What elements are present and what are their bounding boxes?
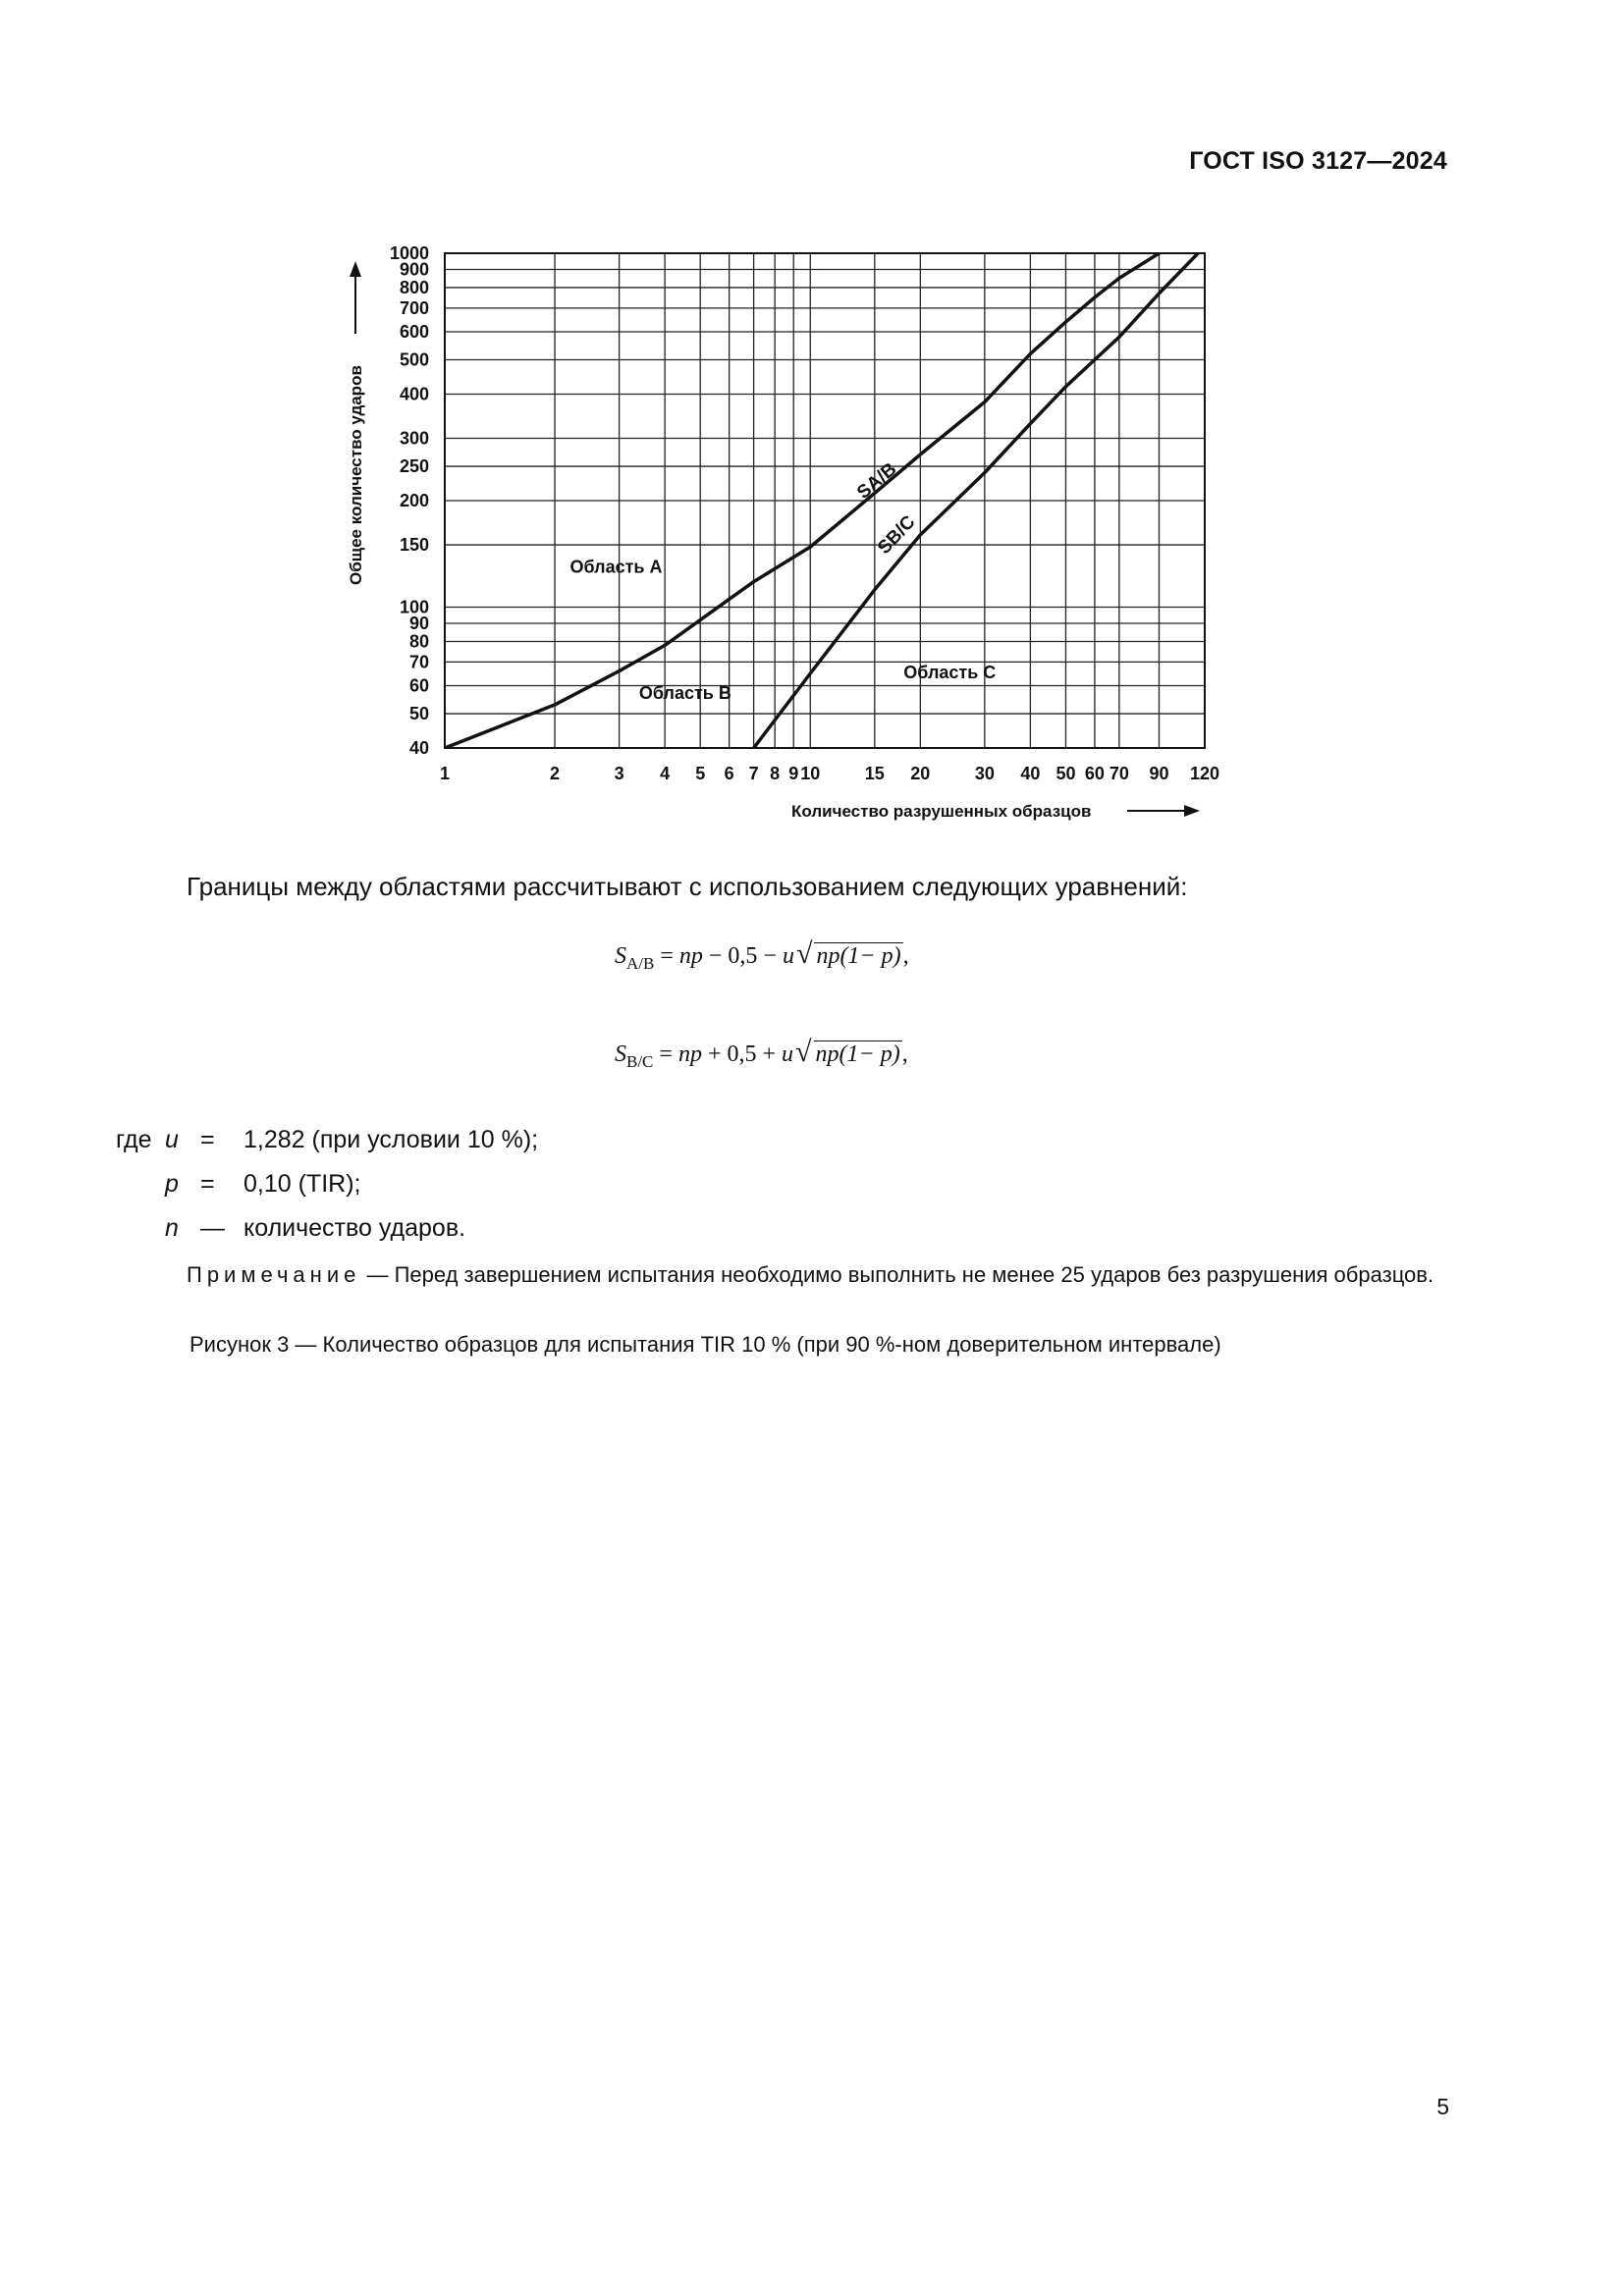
x-tick-label: 15 (864, 764, 885, 783)
x-tick-label: 70 (1109, 764, 1129, 783)
x-tick-label: 1 (439, 764, 451, 783)
y-tick-label: 150 (399, 535, 429, 556)
formula-eq: = (653, 1041, 678, 1067)
x-tick-label: 9 (788, 764, 799, 783)
formula-comma: , (902, 943, 909, 969)
y-tick-label: 90 (408, 614, 429, 634)
x-tick-label: 7 (748, 764, 759, 783)
region-label: Область C (903, 662, 997, 682)
where-lead: где (116, 1126, 152, 1153)
y-axis-label: Общее количество ударов (347, 365, 365, 585)
where-n-row (165, 1214, 465, 1243)
formula-np: np (678, 943, 703, 969)
x-tick-label: 5 (695, 764, 706, 783)
region-label: Область A (569, 557, 663, 577)
x-tick-label: 8 (770, 764, 781, 783)
horizontal-gridlines (445, 253, 1205, 748)
x-tick-label: 120 (1189, 764, 1220, 783)
x-tick-label: 90 (1149, 764, 1169, 783)
formula-s-bc (615, 1036, 908, 1072)
x-tick-label: 40 (1020, 764, 1041, 783)
note-text: — Перед завершением испытания необходимо выполнить не менее 25 ударов без разрушения образцов. (360, 1262, 1435, 1287)
var-p: p (165, 1170, 179, 1198)
where-u-row (116, 1126, 538, 1154)
sym-eq-u: = (200, 1126, 215, 1153)
y-tick-label: 1000 (389, 243, 429, 263)
formula-eq: = (654, 943, 679, 969)
var-n: n (165, 1214, 179, 1242)
y-tick-label: 900 (399, 259, 429, 280)
formula-radicand: np(1− p) (816, 943, 901, 969)
where-p-row (165, 1170, 360, 1199)
region-label: Область B (638, 683, 731, 704)
formula-u: u (782, 1041, 794, 1067)
x-tick-label: 4 (660, 764, 671, 783)
formula-sub-ab: A/B (626, 953, 655, 973)
x-axis-label: Количество разрушенных образцов (791, 802, 1092, 821)
note-label: Примечание (187, 1262, 361, 1287)
radical-sign: √ (795, 1036, 812, 1068)
intro-text: Границы между областями рассчитывают с использованием следующих уравнений: (187, 872, 1188, 901)
formula-comma: , (901, 1041, 908, 1067)
y-tick-label: 100 (399, 597, 429, 617)
y-tick-label: 80 (408, 631, 429, 652)
formula-sub-bc: B/C (626, 1051, 654, 1071)
x-tick-label: 2 (550, 764, 561, 783)
x-tick-label: 60 (1084, 764, 1105, 783)
formula-np: np (677, 1041, 702, 1067)
y-tick-label: 400 (399, 384, 429, 404)
formula-s: S (615, 1041, 626, 1067)
y-tick-label: 200 (399, 491, 429, 510)
series-label: SA/B (853, 458, 901, 504)
sym-eq-p: = (200, 1170, 215, 1198)
formula-s-ab (615, 937, 909, 974)
x-tick-label: 20 (910, 764, 931, 783)
series-line (445, 232, 1191, 748)
y-tick-label: 250 (399, 456, 429, 477)
radical-sign: √ (795, 937, 813, 970)
p-value: 0,10 (TIR); (244, 1170, 361, 1198)
series-curves (445, 232, 1198, 748)
y-tick-label: 500 (399, 349, 429, 370)
page-number: 5 (1436, 2094, 1449, 2119)
y-tick-label: 60 (408, 675, 429, 696)
x-tick-label: 3 (614, 764, 624, 783)
formula-s: S (615, 943, 626, 969)
x-tick-label: 30 (974, 764, 995, 783)
x-axis-arrow-head (1184, 805, 1200, 817)
y-tick-label: 700 (399, 297, 429, 318)
var-u: u (165, 1126, 179, 1153)
formula-minus-half: − 0,5 − (702, 943, 783, 969)
y-tick-label: 70 (408, 652, 429, 672)
x-tick-labels (440, 764, 1219, 783)
y-axis-arrow-head (350, 261, 361, 277)
standard-designation: ГОСТ ISO 3127—2024 (1189, 147, 1447, 175)
figure-caption: Рисунок 3 — Количество образцов для испытания TIR 10 % (при 90 %-ном доверительном интервале) (189, 1332, 1221, 1357)
n-value: количество ударов. (244, 1214, 466, 1242)
formula-radicand: np(1− p) (815, 1041, 900, 1067)
y-tick-label: 50 (408, 704, 429, 724)
x-tick-label: 10 (800, 764, 821, 783)
y-tick-label: 600 (399, 321, 429, 342)
y-tick-label: 800 (399, 277, 429, 297)
y-tick-label: 40 (408, 738, 429, 758)
sym-dash-n: — (200, 1214, 225, 1242)
note (116, 1258, 1445, 1291)
series-label: SB/C (874, 511, 920, 559)
y-tick-label: 300 (399, 428, 429, 449)
impact-test-chart (0, 0, 1624, 864)
x-tick-label: 6 (724, 764, 734, 783)
formula-plus-half: + 0,5 + (701, 1041, 783, 1067)
region-labels (569, 558, 996, 704)
u-value: 1,282 (при условии 10 %); (244, 1126, 539, 1153)
formula-u: u (782, 943, 794, 969)
x-tick-label: 50 (1056, 764, 1076, 783)
y-tick-labels (390, 243, 429, 758)
